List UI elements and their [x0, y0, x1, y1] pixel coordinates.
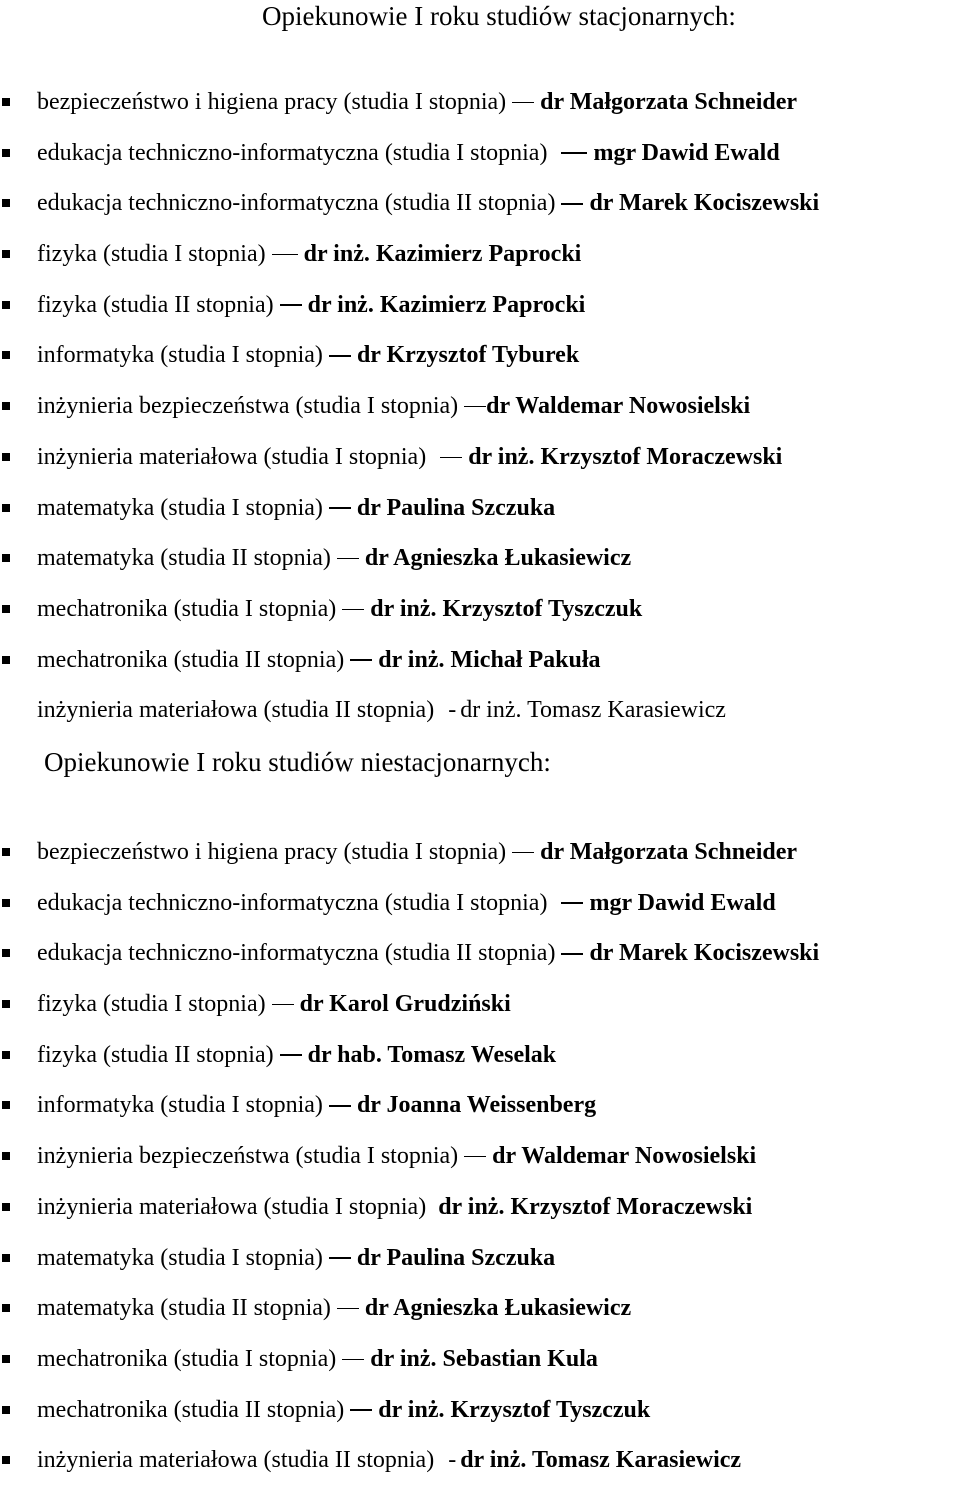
course-name: mechatronika (studia II stopnia) [37, 646, 345, 673]
advisor-name: mgr Dawid Ewald [589, 889, 776, 916]
square-bullet-icon [2, 504, 10, 512]
dash-separator [512, 102, 534, 104]
square-bullet-icon [2, 1152, 10, 1160]
course-name: bezpieczeństwo i higiena pracy (studia I stopnia) [37, 89, 507, 115]
square-bullet-icon [2, 1000, 10, 1008]
course-name: fizyka (studia II stopnia) [37, 291, 274, 318]
dash-separator [272, 254, 298, 256]
list-item [0, 1138, 819, 1189]
advisor-name: dr inż. Krzysztof Moraczewski [468, 443, 783, 470]
advisor-name: dr inż. Krzysztof Tyszczuk [370, 595, 643, 622]
hyphen-separator: - [448, 1447, 457, 1474]
list-item [0, 388, 819, 439]
course-name: inżynieria bezpieczeństwa (studia I stopnia) [37, 1143, 459, 1170]
list-item [0, 1341, 819, 1392]
list-item [0, 287, 819, 338]
square-bullet-icon [2, 1355, 10, 1363]
list-item [0, 1240, 819, 1291]
list-item [0, 540, 819, 591]
dash-separator [561, 953, 583, 955]
dash-separator [342, 1359, 364, 1361]
square-bullet-icon [2, 1456, 10, 1464]
dash-separator [350, 659, 372, 661]
dash-separator [342, 609, 364, 611]
course-name: edukacja techniczno-informatyczna (studia I stopnia) [37, 139, 548, 166]
square-bullet-icon [2, 1203, 10, 1211]
course-name: matematyka (studia II stopnia) [37, 545, 331, 572]
square-bullet-icon [2, 1101, 10, 1109]
dash-separator [464, 406, 486, 408]
course-name: informatyka (studia I stopnia) [37, 1092, 323, 1119]
course-name: inżynieria materiałowa (studia II stopnia) [37, 1447, 435, 1474]
advisor-name: mgr Dawid Ewald [593, 139, 780, 166]
course-name: informatyka (studia I stopnia) [37, 342, 323, 369]
course-name: matematyka (studia II stopnia) [37, 1295, 331, 1322]
course-name: bezpieczeństwo i higiena pracy (studia I stopnia) [37, 839, 507, 865]
dash-separator [561, 902, 583, 904]
course-name: fizyka (studia I stopnia) [37, 241, 266, 268]
square-bullet-icon [2, 98, 10, 106]
dash-separator [329, 507, 351, 509]
square-bullet-icon [2, 149, 10, 157]
advisor-name: dr hab. Tomasz Weselak [307, 1041, 557, 1068]
advisor-name: dr Paulina Szczuka [356, 1244, 556, 1271]
dash-separator [280, 304, 302, 306]
course-name: edukacja techniczno-informatyczna (studia I stopnia) [37, 889, 548, 916]
course-name: inżynieria bezpieczeństwa (studia I stopnia) [37, 393, 459, 420]
dash-separator [561, 203, 583, 205]
section-title-full-time: Opiekunowie I roku studiów stacjonarnych: [262, 1, 736, 31]
list-item [0, 1392, 819, 1443]
square-bullet-icon [2, 949, 10, 957]
advisor-name: dr inż. Sebastian Kula [370, 1345, 598, 1372]
advisor-name: dr Małgorzata Schneider [540, 839, 798, 865]
advisor-name: dr Krzysztof Tyburek [356, 342, 580, 369]
list-item [0, 986, 819, 1037]
dash-separator [464, 1156, 486, 1158]
square-bullet-icon [2, 605, 10, 613]
list-item [0, 185, 819, 236]
list-item [0, 935, 819, 986]
course-name: matematyka (studia I stopnia) [37, 494, 323, 521]
list-item [0, 885, 819, 936]
list-item [0, 692, 819, 743]
advisor-name: dr inż. Krzysztof Moraczewski [438, 1193, 753, 1220]
square-bullet-icon [2, 554, 10, 562]
square-bullet-icon [2, 199, 10, 207]
square-bullet-icon [2, 656, 10, 664]
advisor-name: dr Małgorzata Schneider [540, 89, 798, 115]
advisor-name: dr inż. Tomasz Karasiewicz [460, 1447, 742, 1474]
square-bullet-icon [2, 1304, 10, 1312]
course-name: fizyka (studia I stopnia) [37, 991, 266, 1018]
course-name: matematyka (studia I stopnia) [37, 1244, 323, 1271]
dash-separator [337, 558, 359, 560]
dash-separator [337, 1308, 359, 1310]
square-bullet-icon [2, 402, 10, 410]
list-item [0, 1189, 819, 1240]
part-time-advisors-list [0, 834, 819, 1493]
advisor-name: dr Joanna Weissenberg [356, 1092, 597, 1119]
square-bullet-icon [2, 1254, 10, 1262]
dash-separator [280, 1054, 302, 1056]
list-item [0, 439, 819, 490]
dash-separator [561, 152, 587, 154]
list-item [0, 84, 819, 135]
square-bullet-icon [2, 899, 10, 907]
advisor-name: dr Agnieszka Łukasiewicz [364, 1295, 632, 1322]
course-name: mechatronika (studia II stopnia) [37, 1396, 345, 1423]
list-item [0, 834, 819, 885]
dash-separator [350, 1409, 372, 1411]
square-bullet-icon [2, 848, 10, 856]
advisor-name: dr inż. Krzysztof Tyszczuk [378, 1396, 651, 1423]
full-time-advisors-list [0, 84, 819, 743]
dash-separator [272, 1004, 294, 1006]
square-bullet-icon [2, 250, 10, 258]
dash-separator [440, 457, 462, 459]
advisor-name: dr Waldemar Nowosielski [492, 1143, 757, 1170]
dash-separator [329, 1105, 351, 1107]
advisor-name: dr Marek Kociszewski [589, 940, 820, 967]
list-item [0, 1037, 819, 1088]
square-bullet-icon [2, 351, 10, 359]
list-item [0, 135, 819, 186]
list-item [0, 337, 819, 388]
list-item [0, 236, 819, 287]
advisor-name: dr Marek Kociszewski [589, 190, 820, 217]
advisor-name: dr Paulina Szczuka [356, 494, 556, 521]
advisor-name: dr inż. Kazimierz Paprocki [303, 241, 582, 268]
list-item [0, 591, 819, 642]
section-title-part-time: Opiekunowie I roku studiów niestacjonarnych: [44, 747, 551, 777]
course-name: fizyka (studia II stopnia) [37, 1041, 274, 1068]
advisor-name: dr Waldemar Nowosielski [486, 393, 751, 420]
square-bullet-icon [2, 1406, 10, 1414]
course-name: inżynieria materiałowa (studia II stopnia) [37, 697, 435, 724]
dash-separator [512, 852, 534, 854]
course-name: inżynieria materiałowa (studia I stopnia) [37, 443, 427, 470]
hyphen-separator: - [448, 697, 457, 724]
square-bullet-icon [2, 301, 10, 309]
square-bullet-icon [2, 453, 10, 461]
dash-separator [329, 1257, 351, 1259]
course-name: inżynieria materiałowa (studia I stopnia) [37, 1193, 427, 1220]
advisor-name: dr Agnieszka Łukasiewicz [364, 545, 632, 572]
list-item [0, 1442, 819, 1493]
list-item [0, 1087, 819, 1138]
list-item [0, 490, 819, 541]
advisor-name: dr inż. Tomasz Karasiewicz [460, 697, 726, 724]
square-bullet-icon [2, 1051, 10, 1059]
course-name: edukacja techniczno-informatyczna (studia II stopnia) [37, 190, 556, 217]
course-name: mechatronika (studia I stopnia) [37, 1345, 337, 1372]
course-name: edukacja techniczno-informatyczna (studia II stopnia) [37, 940, 556, 967]
advisor-name: dr inż. Kazimierz Paprocki [307, 291, 586, 318]
dash-separator [329, 355, 351, 357]
advisor-name: dr inż. Michał Pakuła [378, 646, 601, 673]
advisor-name: dr Karol Grudziński [299, 991, 511, 1018]
list-item [0, 642, 819, 693]
list-item [0, 1290, 819, 1341]
course-name: mechatronika (studia I stopnia) [37, 595, 337, 622]
